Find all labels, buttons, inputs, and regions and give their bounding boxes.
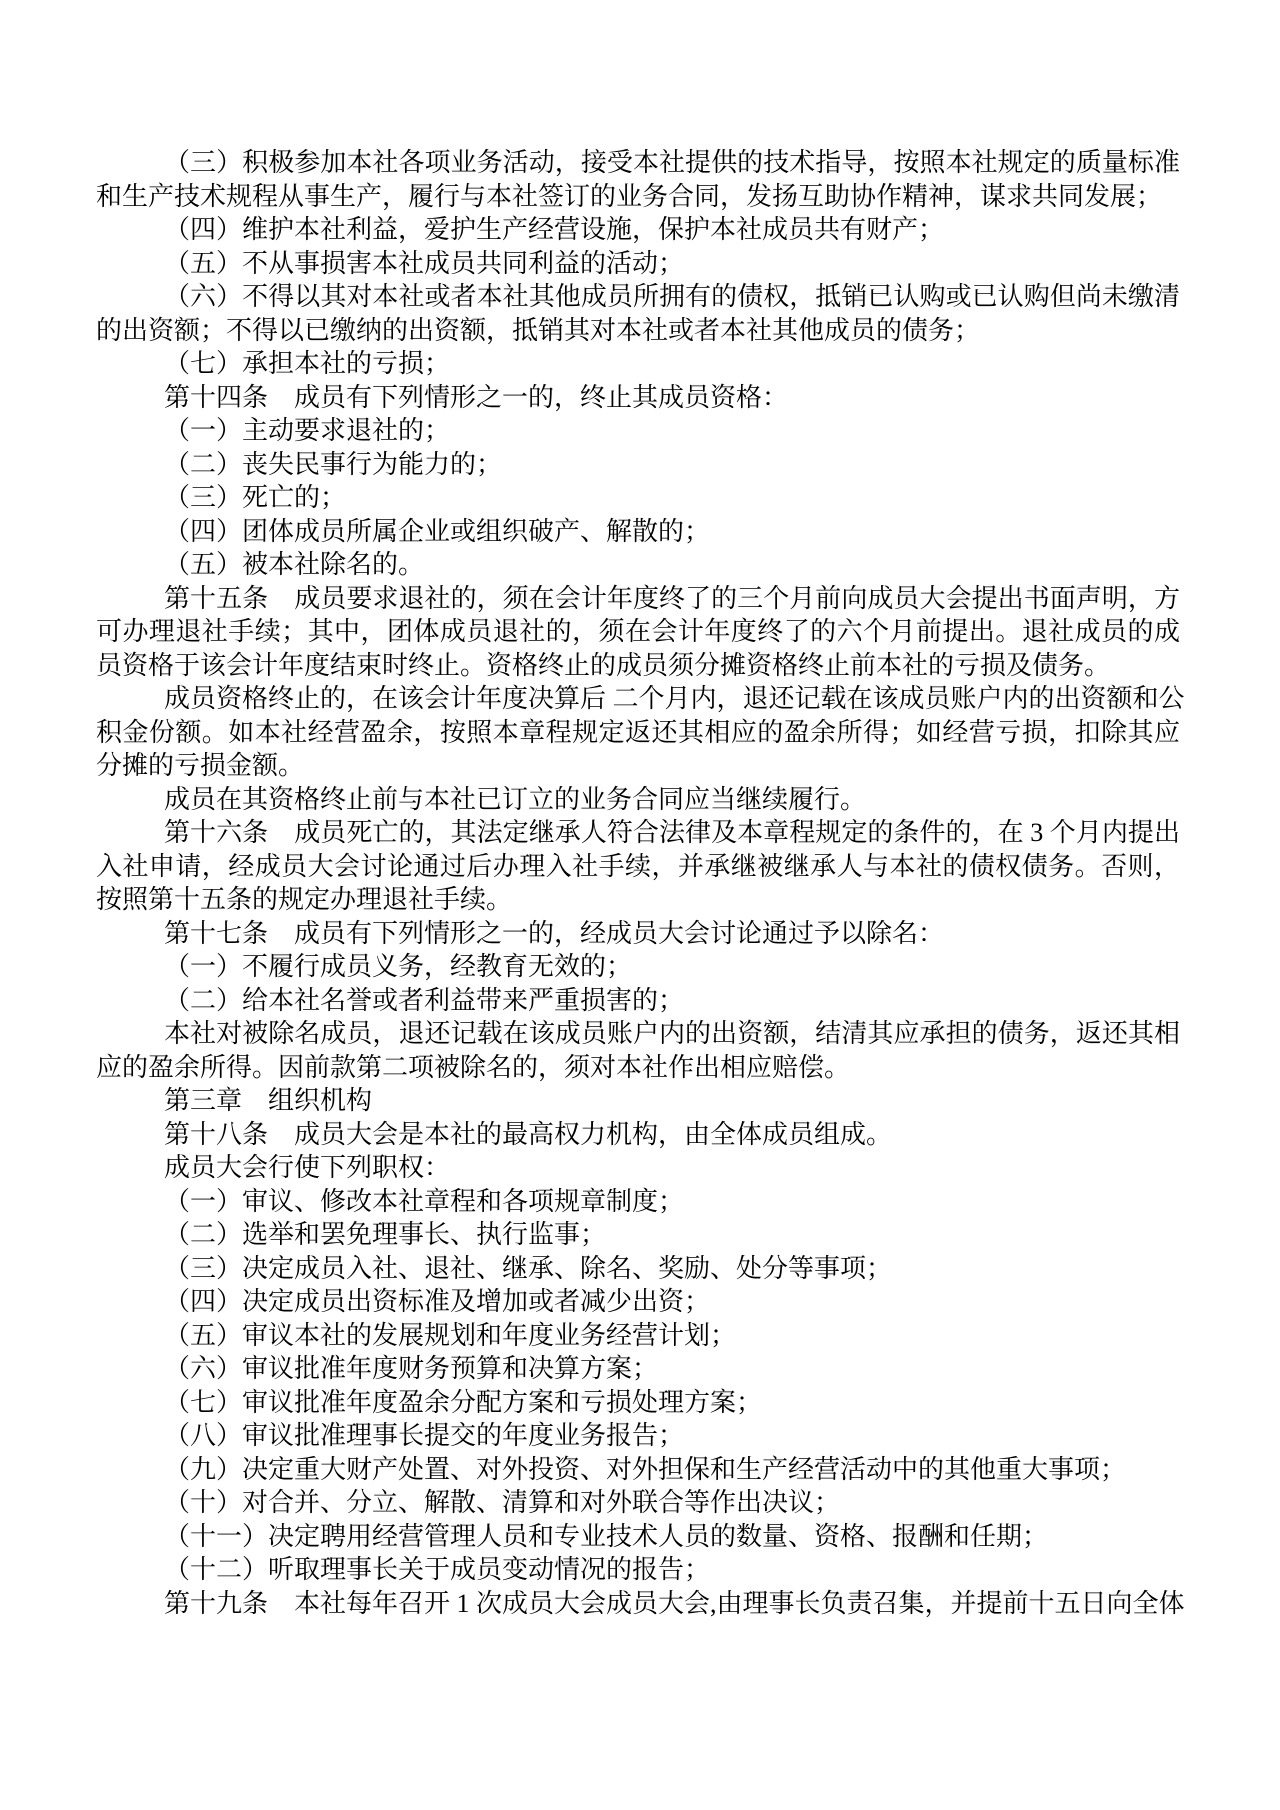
text-line: 和生产技术规程从事生产，履行与本社签订的业务合同，发扬互助协作精神，谋求共同发展； [96, 181, 1163, 211]
paragraph [96, 582, 1180, 683]
paragraph [96, 1185, 1180, 1219]
paragraph [96, 1386, 1180, 1420]
paragraph [96, 247, 1180, 281]
paragraph [96, 280, 1180, 347]
text-line: （一）主动要求退社的； [164, 416, 451, 445]
text-line: 应的盈余所得。因前款第二项被除名的，须对本社作出相应赔偿。 [96, 1052, 851, 1082]
paragraph [96, 1453, 1180, 1487]
text-line: （十一）决定聘用经营管理人员和专业技术人员的数量、资格、报酬和任期； [164, 1521, 1049, 1551]
text-line: （一）不履行成员义务，经教育无效的； [164, 952, 633, 981]
text-line: 第三章 组织机构 [164, 1086, 373, 1115]
paragraph [96, 1520, 1180, 1554]
paragraph [96, 1017, 1180, 1084]
text-line: （三）积极参加本社各项业务活动，接受本社提供的技术指导，按照本社规定的质量标准 [164, 148, 1180, 177]
paragraph [96, 1319, 1180, 1353]
text-line: （十）对合并、分立、解散、清算和对外联合等作出决议； [164, 1488, 841, 1517]
paragraph [96, 783, 1180, 817]
paragraph [96, 414, 1180, 448]
text-line: （二）选举和罢免理事长、执行监事； [164, 1220, 607, 1249]
text-line: 成员资格终止的，在该会计年度决算后 二个月内，退还记载在该成员账户内的出资额和公 [164, 684, 1185, 713]
paragraph [96, 917, 1180, 951]
paragraph [96, 984, 1180, 1018]
text-line: 成员大会行使下列职权： [164, 1153, 451, 1182]
text-line: （七）承担本社的亏损； [164, 349, 451, 378]
text-line: （四）决定成员出资标准及增加或者减少出资； [164, 1287, 711, 1316]
text-line: 第十九条 本社每年召开 1 次成员大会成员大会,由理事长负责召集，并提前十五日向全体 [164, 1588, 1185, 1618]
paragraph [96, 1419, 1180, 1453]
paragraph [96, 1151, 1180, 1185]
text-line: 第十七条 成员有下列情形之一的，经成员大会讨论通过予以除名： [164, 918, 945, 948]
paragraph [96, 816, 1180, 917]
paragraph [96, 1118, 1180, 1152]
text-line: （一）审议、修改本社章程和各项规章制度； [164, 1186, 685, 1216]
text-line: 按照第十五条的规定办理退社手续。 [96, 885, 513, 914]
paragraph [96, 1352, 1180, 1386]
text-line: （十二）听取理事长关于成员变动情况的报告； [164, 1555, 711, 1584]
paragraph [96, 347, 1180, 381]
text-line: 入社申请，经成员大会讨论通过后办理入社手续，并承继被继承人与本社的债权债务。否则， [96, 851, 1180, 881]
text-line: （九）决定重大财产处置、对外投资、对外担保和生产经营活动中的其他重大事项； [164, 1454, 1127, 1484]
paragraph [96, 548, 1180, 582]
text-line: （二）给本社名誉或者利益带来严重损害的； [164, 985, 685, 1015]
text-line: （八）审议批准理事长提交的年度业务报告； [164, 1421, 685, 1450]
document-body [96, 146, 1185, 1620]
text-line: 第十六条 成员死亡的，其法定继承人符合法律及本章程规定的条件的，在 3 个月内提出 [164, 818, 1180, 847]
paragraph [96, 381, 1180, 415]
paragraph [96, 448, 1180, 482]
text-line: 第十四条 成员有下列情形之一的，终止其成员资格： [164, 382, 789, 412]
paragraph [96, 1084, 1180, 1118]
text-line: 员资格于该会计年度结束时终止。资格终止的成员须分摊资格终止前本社的亏损及债务。 [96, 650, 1111, 680]
text-line: 积金份额。如本社经营盈余，按照本章程规定返还其相应的盈余所得；如经营亏损，扣除其应 [96, 717, 1180, 747]
text-line: （五）被本社除名的。 [164, 550, 425, 579]
paragraph [96, 213, 1180, 247]
text-line: 可办理退社手续；其中，团体成员退社的，须在会计年度终了的六个月前提出。退社成员的成 [96, 617, 1180, 646]
text-line: 本社对被除名成员，退还记载在该成员账户内的出资额，结清其应承担的债务，返还其相 [164, 1019, 1180, 1048]
text-line: （三）死亡的； [164, 483, 347, 512]
text-line: （四）维护本社利益，爱护生产经营设施，保护本社成员共有财产； [164, 215, 945, 244]
text-line: 的出资额；不得以已缴纳的出资额，抵销其对本社或者本社其他成员的债务； [96, 315, 981, 345]
paragraph [96, 682, 1185, 783]
text-line: （三）决定成员入社、退社、继承、除名、奖励、处分等事项； [164, 1253, 893, 1283]
paragraph [96, 1553, 1180, 1587]
text-line: （五）审议本社的发展规划和年度业务经营计划； [164, 1320, 737, 1350]
paragraph [96, 1285, 1180, 1319]
paragraph [96, 1587, 1185, 1621]
paragraph [96, 146, 1180, 213]
text-line: （六）审议批准年度财务预算和决算方案； [164, 1354, 659, 1383]
text-line: 第十八条 成员大会是本社的最高权力机构，由全体成员组成。 [164, 1119, 893, 1149]
paragraph [96, 1218, 1180, 1252]
text-line: 第十五条 成员要求退社的，须在会计年度终了的三个月前向成员大会提出书面声明，方 [164, 583, 1180, 613]
text-line: 成员在其资格终止前与本社已订立的业务合同应当继续履行。 [164, 784, 867, 814]
text-line: （四）团体成员所属企业或组织破产、解散的； [164, 516, 711, 546]
text-line: （七）审议批准年度盈余分配方案和亏损处理方案； [164, 1387, 763, 1417]
text-line: 分摊的亏损金额。 [96, 751, 305, 780]
text-line: （五）不从事损害本社成员共同利益的活动； [164, 248, 685, 278]
text-line: （二）丧失民事行为能力的； [164, 449, 503, 479]
paragraph [96, 481, 1180, 515]
paragraph [96, 1252, 1180, 1286]
text-line: （六）不得以其对本社或者本社其他成员所拥有的债权，抵销已认购或已认购但尚未缴清 [164, 282, 1180, 311]
paragraph [96, 1486, 1180, 1520]
paragraph [96, 950, 1180, 984]
paragraph [96, 515, 1180, 549]
